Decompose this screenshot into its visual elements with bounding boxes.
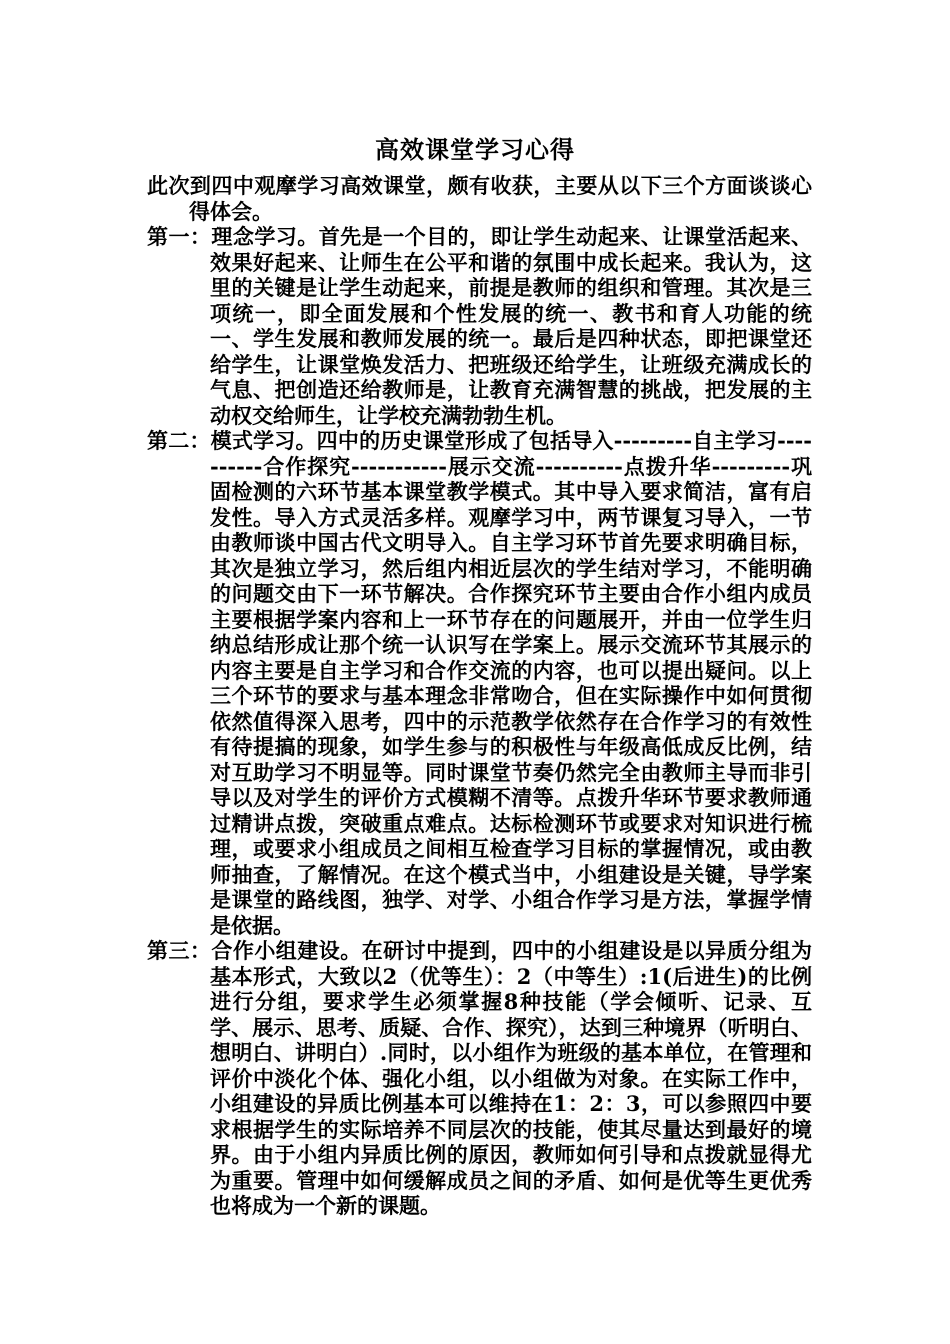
section-one-paragraph: 第一：理念学习。首先是一个目的，即让学生动起来、让课堂活起来、效果好起来、让师生在公平和谐的氛围中成长起来。我认为，这里的关键是让学生动起来，前提是教师的组织和管理。其次是三项统一，即全面发展和个性发展的统一、教书和育人功能的统一、学生发展和教师发展的统一。最后是四种状态，即把课堂还给学生，让课堂焕发活力、把班级还给学生，让班级充满成长的气息、把创造还给教师是，让教育充满智慧的挑战，把发展的主动权交给师生，让学校充满勃勃生机。 [147, 224, 812, 428]
document-body [147, 173, 812, 1219]
intro-paragraph: 此次到四中观摩学习高效课堂，颇有收获，主要从以下三个方面谈谈心得体会。 [147, 173, 812, 224]
document-title: 高效课堂学习心得 [375, 135, 575, 164]
section-two-paragraph: 第二：模式学习。四中的历史课堂形成了包括导入---------自主学习----------合作探究-----------展示交流----------点拨升华---------巩固检测的六环节基本课堂教学模式。其中导入要求简洁，富有启发性。导入方式灵活多样。观摩学习中，两节课复习导入，一节由教师谈中国古代文明导入。自主学习环节首先要求明确目标，其次是独立学习，然后组内相近层次的学生结对学习，不能明确的问题交由下一环节解决。合作探究环节主要由合作小组内成员主要根据学案内容和上一环节存在的问题展开，并由一位学生归纳总结形成让那个统一认识写在学案上。展示交流环节其展示的内容主要是自主学习和合作交流的内容，也可以提出疑问。以上三个环节的要求与基本理念非常吻合，但在实际操作中如何贯彻依然值得深入思考，四中的示范教学依然存在合作学习的有效性有待提搞的现象，如学生参与的积极性与年级高低成反比例，结对互助学习不明显等。同时课堂节奏仍然完全由教师主导而非引导以及对学生的评价方式模糊不清等。点拨升华环节要求教师通过精讲点拨，突破重点难点。达标检测环节或要求对知识进行梳理，或要求小组成员之间相互检查学习目标的掌握情况，或由教师抽查，了解情况。在这个模式当中，小组建设是关键，导学案是课堂的路线图，独学、对学、小组合作学习是方法，掌握学情是依据。 [147, 428, 812, 938]
section-three-paragraph: 第三：合作小组建设。在研讨中提到，四中的小组建设是以异质分组为基本形式，大致以2（优等生）：2（中等生）:1(后进生)的比例进行分组，要求学生必须掌握8种技能（学会倾听、记录、互学、展示、思考、质疑、合作、探究），达到三种境界（听明白、想明白、讲明白）.同时，以小组作为班级的基本单位，在管理和评价中淡化个体、强化小组，以小组做为对象。在实际工作中，小组建设的异质比例基本可以维持在1：2：3，可以参照四中要求根据学生的实际培养不同层次的技能，使其尽量达到最好的境界。由于小组内异质比例的原因，教师如何引导和点拨就显得尤为重要。管理中如何缓解成员之间的矛盾、如何是优等生更优秀也将成为一个新的课题。 [147, 938, 812, 1218]
